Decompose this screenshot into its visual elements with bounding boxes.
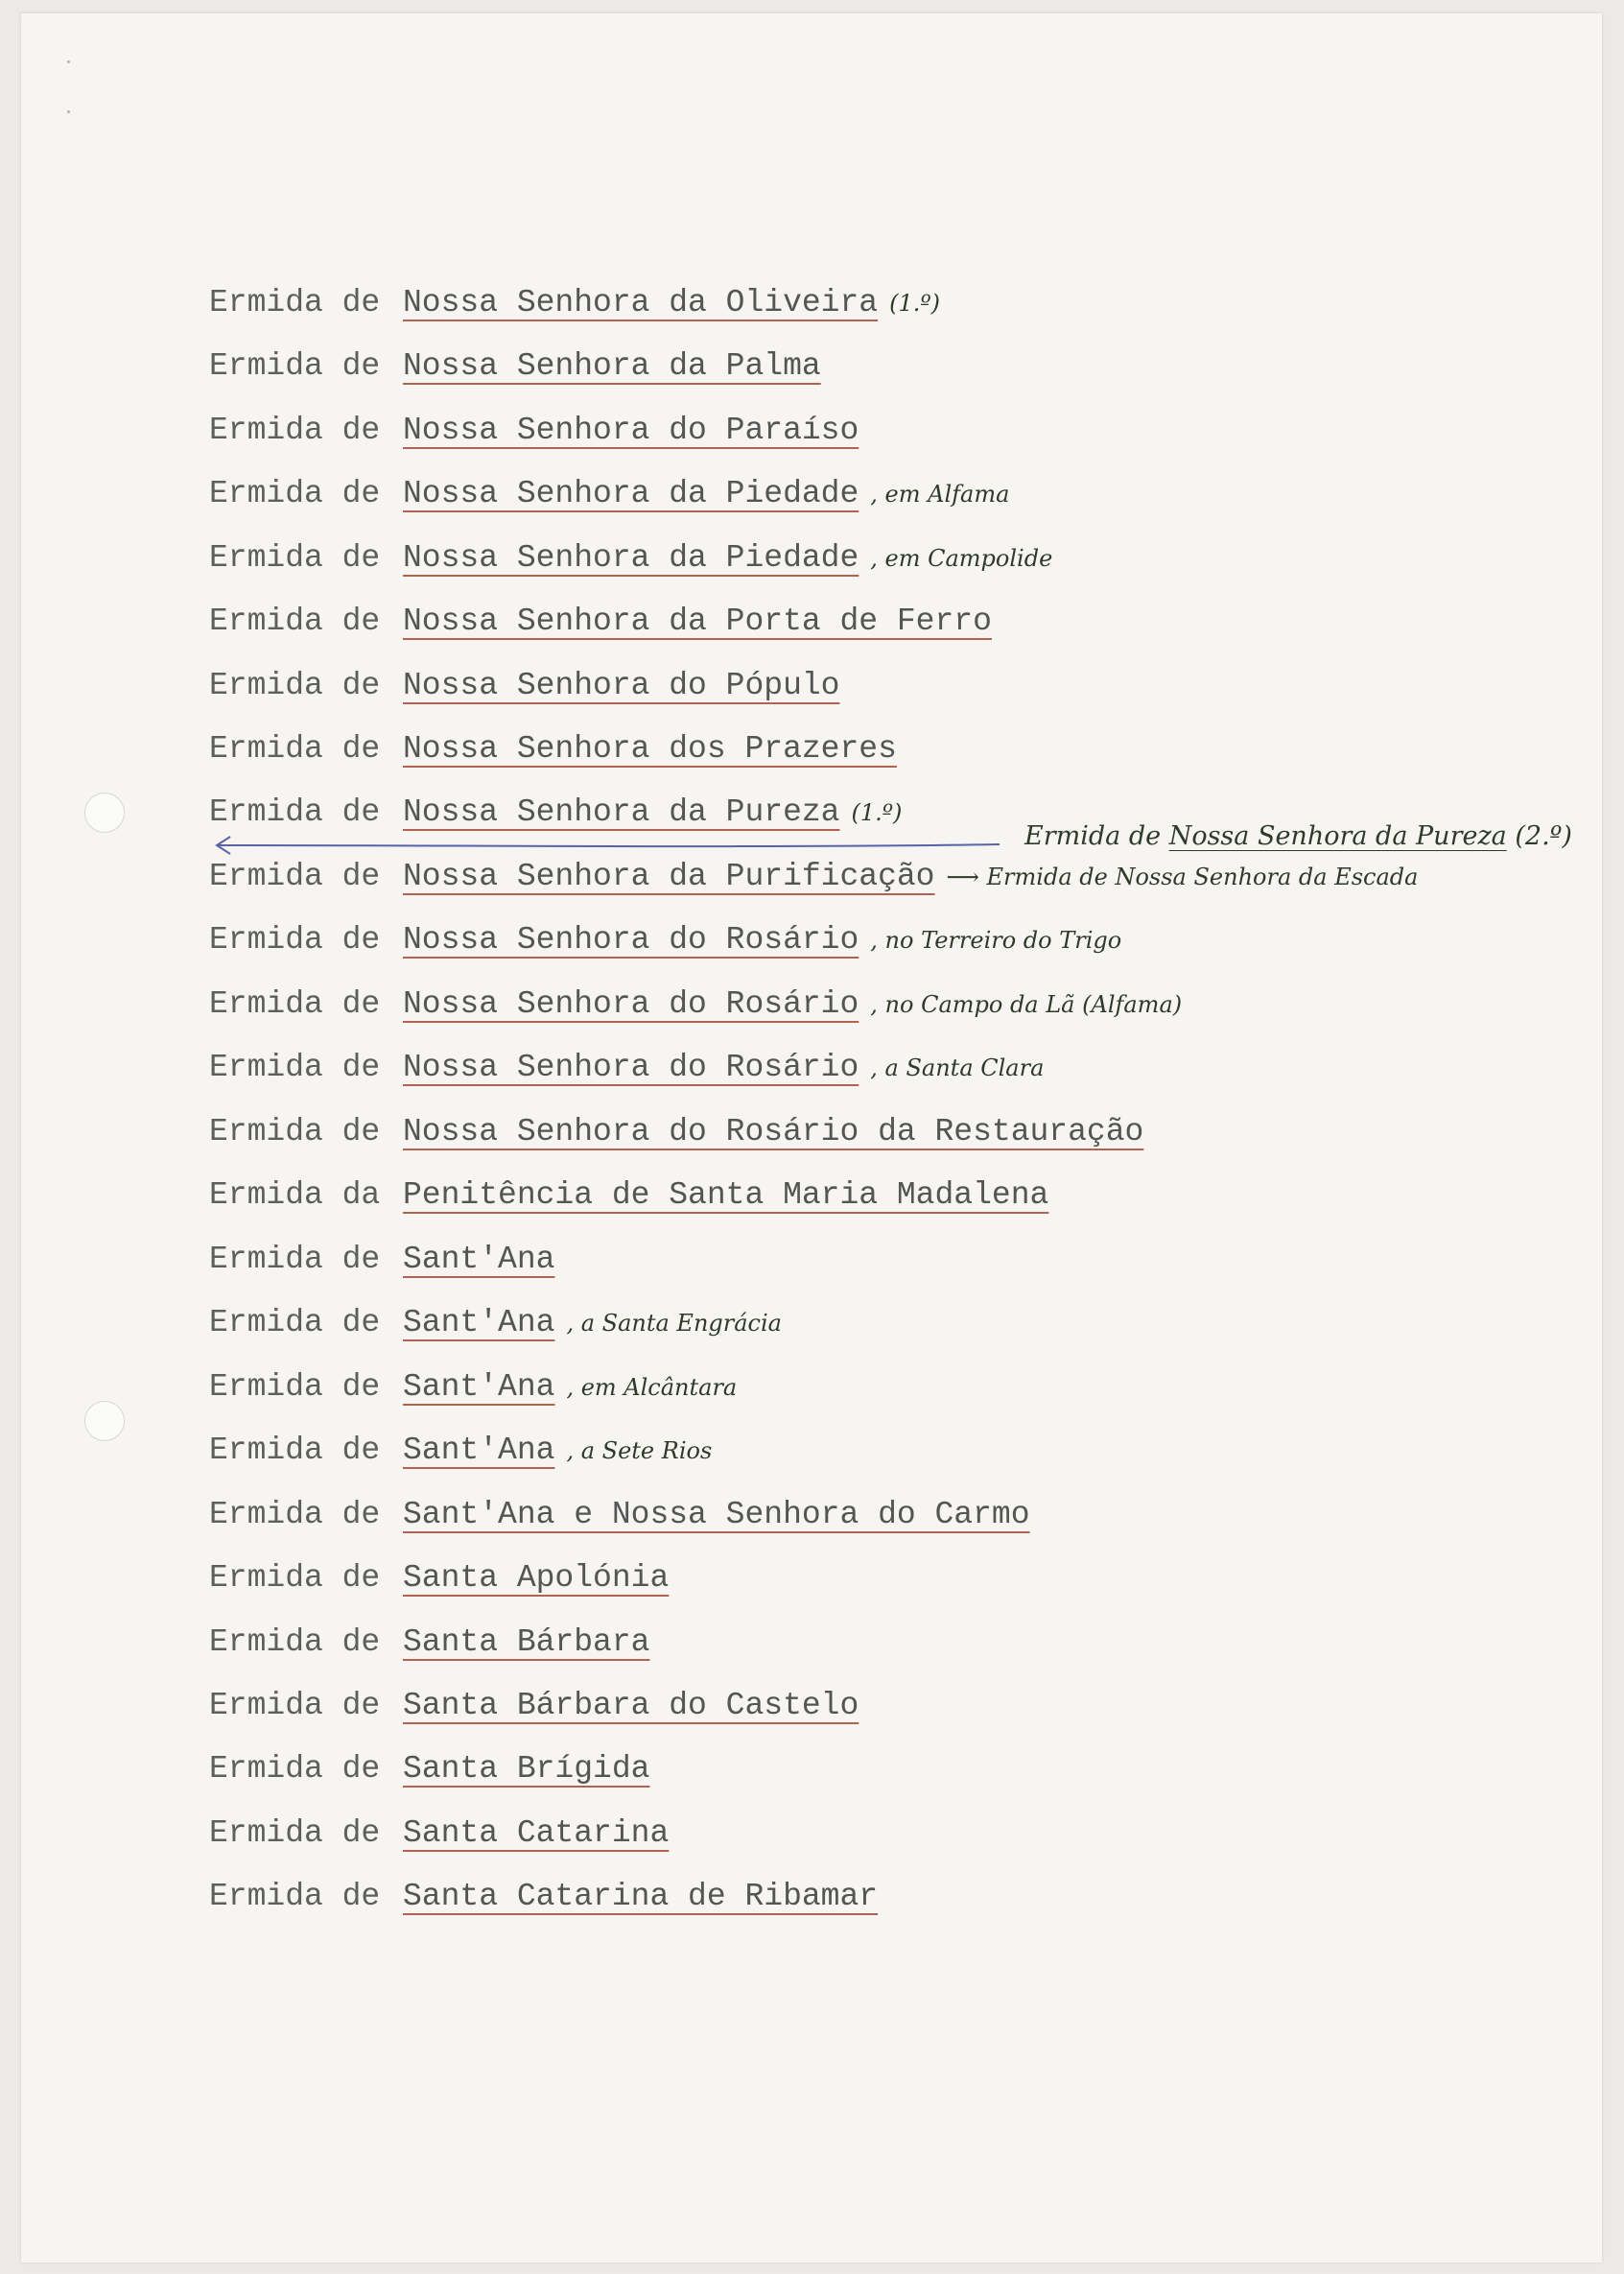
entry-prefix: Ermida de xyxy=(209,794,381,830)
entry-title: Sant'Ana xyxy=(403,1305,555,1340)
entry-prefix: Ermida de xyxy=(209,604,381,639)
handwritten-note: , no Campo da Lã (Alfama) xyxy=(870,991,1183,1018)
entry-title: Sant'Ana xyxy=(403,1369,555,1405)
entry-prefix: Ermida de xyxy=(209,1879,381,1914)
entry-title: Nossa Senhora da Pureza xyxy=(403,794,840,830)
handwritten-note: , a Santa Engrácia xyxy=(566,1310,782,1337)
entry-prefix: Ermida de xyxy=(209,1433,381,1468)
entry-prefix: Ermida de xyxy=(209,1688,381,1723)
entry-title: Nossa Senhora do Rosário xyxy=(403,922,859,958)
side-note-prefix: Ermida de xyxy=(1024,821,1162,851)
entry-prefix: Ermida de xyxy=(209,731,381,767)
handwritten-note: , em Alcântara xyxy=(566,1374,738,1401)
entry-prefix: Ermida de xyxy=(209,1497,381,1532)
entry-prefix: Ermida de xyxy=(209,1624,381,1660)
handwritten-note: (1.º) xyxy=(889,290,941,317)
entry-title: Nossa Senhora da Purificação xyxy=(403,859,935,894)
entry-prefix: Ermida de xyxy=(209,1305,381,1340)
entry-title: Santa Catarina xyxy=(403,1815,670,1851)
entry-prefix: Ermida de xyxy=(209,1815,381,1851)
entry-prefix: Ermida de xyxy=(209,540,381,576)
entry-title: Penitência de Santa Maria Madalena xyxy=(403,1177,1049,1213)
entry-prefix: Ermida de xyxy=(209,922,381,958)
side-note-suffix: (2.º) xyxy=(1515,821,1572,851)
entry-prefix: Ermida de xyxy=(209,859,381,894)
handwritten-note: , no Terreiro do Trigo xyxy=(870,927,1122,954)
entry-title: Nossa Senhora do Rosário da Restauração xyxy=(403,1114,1144,1149)
entry-title: Nossa Senhora da Piedade xyxy=(403,476,859,511)
entry-title: Nossa Senhora dos Prazeres xyxy=(403,731,897,767)
entry-prefix: Ermida de xyxy=(209,1751,381,1787)
entry-prefix: Ermida de xyxy=(209,476,381,511)
handwritten-note: , a Sete Rios xyxy=(566,1437,713,1464)
entry-prefix: Ermida de xyxy=(209,668,381,703)
entry-title: Sant'Ana e Nossa Senhora do Carmo xyxy=(403,1497,1030,1532)
entry-prefix: Ermida de xyxy=(209,348,381,384)
entry-prefix: Ermida de xyxy=(209,285,381,320)
entry-title: Nossa Senhora do Paraíso xyxy=(403,413,859,448)
entry-prefix: Ermida de xyxy=(209,1369,381,1405)
handwritten-note: ⟶ Ermida de Nossa Senhora da Escada xyxy=(946,864,1419,890)
entry-title: Sant'Ana xyxy=(403,1433,555,1468)
handwritten-note: , em Alfama xyxy=(870,481,1010,508)
entry-prefix: Ermida de xyxy=(209,986,381,1022)
entry-title: Santa Brígida xyxy=(403,1751,650,1787)
handwritten-note: (1.º) xyxy=(851,799,903,826)
entry-title: Nossa Senhora da Oliveira xyxy=(403,285,879,320)
pureza-side-note xyxy=(1024,821,1572,851)
handwritten-note: , em Campolide xyxy=(870,545,1053,572)
entry-title: Nossa Senhora do Pópulo xyxy=(403,668,840,703)
entry-title: Nossa Senhora do Rosário xyxy=(403,986,859,1022)
entry-title: Santa Apolónia xyxy=(403,1560,670,1596)
entry-prefix: Ermida da xyxy=(209,1177,381,1213)
entry-prefix: Ermida de xyxy=(209,1242,381,1277)
entry-prefix: Ermida de xyxy=(209,1050,381,1085)
entry-prefix: Ermida de xyxy=(209,413,381,448)
entry-title: Santa Bárbara xyxy=(403,1624,650,1660)
entry-title: Nossa Senhora da Porta de Ferro xyxy=(403,604,992,639)
entry-title: Sant'Ana xyxy=(403,1242,555,1277)
entry-title: Santa Catarina de Ribamar xyxy=(403,1879,879,1914)
entry-title: Nossa Senhora da Piedade xyxy=(403,540,859,576)
side-note-title: Nossa Senhora da Pureza xyxy=(1168,821,1507,851)
entry-prefix: Ermida de xyxy=(209,1114,381,1149)
entry-title: Nossa Senhora da Palma xyxy=(403,348,821,384)
entry-title: Nossa Senhora do Rosário xyxy=(403,1050,859,1085)
entry-prefix: Ermida de xyxy=(209,1560,381,1596)
entry-title: Santa Bárbara do Castelo xyxy=(403,1688,859,1723)
handwritten-note: , a Santa Clara xyxy=(870,1054,1045,1081)
